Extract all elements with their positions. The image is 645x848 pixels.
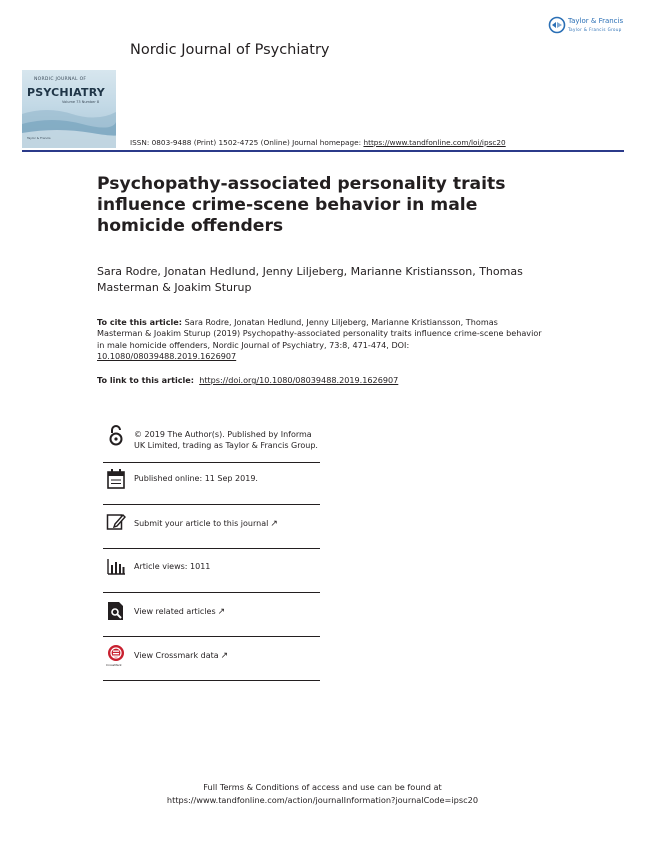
cover-top-text: NORDIC JOURNAL OF bbox=[34, 77, 87, 82]
info-divider bbox=[103, 462, 320, 463]
info-divider bbox=[103, 504, 320, 505]
publisher-logo-icon bbox=[548, 16, 566, 34]
crossmark-caption: CrossMark bbox=[106, 663, 122, 667]
info-divider bbox=[103, 592, 320, 593]
article-authors: Sara Rodre, Jonatan Hedlund, Jenny Liljeberg, Marianne Kristiansson, Thomas Masterman & Joakim Sturup bbox=[97, 265, 523, 294]
published-row bbox=[103, 468, 320, 492]
publisher-subtitle: Taylor & Francis Group bbox=[568, 27, 622, 32]
cover-title: PSYCHIATRY bbox=[27, 86, 105, 99]
journal-title: Nordic Journal of Psychiatry bbox=[130, 42, 330, 58]
related-articles-link[interactable]: View related articles bbox=[134, 607, 216, 616]
doi-link[interactable]: 10.1080/08039488.2019.1626907 bbox=[97, 351, 237, 362]
calendar-icon bbox=[106, 468, 126, 490]
footer-terms-text: Full Terms & Conditions of access and use can be found at bbox=[203, 782, 442, 792]
crossmark-row[interactable] bbox=[103, 644, 320, 670]
search-document-icon bbox=[106, 600, 126, 622]
cover-bottom-text: Taylor & Francis bbox=[27, 136, 51, 140]
info-divider bbox=[103, 636, 320, 637]
journal-cover-image[interactable] bbox=[22, 70, 116, 148]
external-link-icon: ↗ bbox=[217, 607, 226, 617]
header-rule bbox=[22, 150, 624, 152]
published-text: Published online: 11 Sep 2019. bbox=[134, 474, 258, 483]
cite-text: Sara Rodre, Jonatan Hedlund, Jenny Liljeberg, Marianne Kristiansson, Thomas Masterman & Joakim Sturup (2019) Psychopathy-associated personality traits influence crime-scene behavior in male homicide offenders, Nordic Journal of Psychiatry, 73:8, 471-474, bbox=[97, 317, 542, 350]
license-text: © 2019 The Author(s). Published by Informa UK Limited, trading as Taylor & Francis Group. bbox=[134, 430, 318, 450]
external-link-icon: ↗ bbox=[220, 651, 229, 661]
cite-label: To cite this article: bbox=[97, 317, 183, 327]
license-row bbox=[103, 424, 320, 460]
issn-text: ISSN: 0803-9488 (Print) 1502-4725 (Online) Journal homepage: bbox=[130, 138, 362, 147]
issn-line bbox=[130, 138, 506, 147]
citation-block bbox=[97, 317, 542, 363]
publisher-logo[interactable] bbox=[548, 16, 626, 40]
crossmark-link[interactable]: View Crossmark data bbox=[134, 651, 219, 660]
related-row[interactable] bbox=[103, 600, 320, 626]
footer bbox=[0, 781, 645, 806]
bar-chart-icon bbox=[106, 556, 126, 578]
submit-row[interactable] bbox=[103, 511, 320, 537]
article-link-line bbox=[97, 375, 398, 385]
journal-homepage-link[interactable]: https://www.tandfonline.com/loi/ipsc20 bbox=[363, 138, 506, 147]
open-access-lock-icon bbox=[106, 424, 126, 446]
doi-prefix: DOI: bbox=[391, 339, 410, 350]
views-row bbox=[103, 556, 320, 580]
views-text: Article views: 1011 bbox=[134, 562, 211, 571]
cover-subtitle: Volume 73 Number 8 bbox=[62, 100, 100, 104]
article-title: Psychopathy-associated personality traits influence crime-scene behavior in male homicide offenders bbox=[97, 174, 506, 236]
publisher-name: Taylor & Francis bbox=[568, 17, 624, 25]
info-divider bbox=[103, 548, 320, 549]
edit-icon bbox=[106, 511, 126, 533]
submit-link[interactable]: Submit your article to this journal bbox=[134, 519, 269, 528]
article-doi-url-link[interactable]: https://doi.org/10.1080/08039488.2019.1626907 bbox=[199, 375, 399, 385]
link-label: To link to this article: bbox=[97, 375, 195, 385]
external-link-icon: ↗ bbox=[270, 519, 278, 529]
info-divider bbox=[103, 680, 320, 681]
footer-journal-info-link[interactable]: https://www.tandfonline.com/action/journalInformation?journalCode=ipsc20 bbox=[166, 794, 479, 805]
